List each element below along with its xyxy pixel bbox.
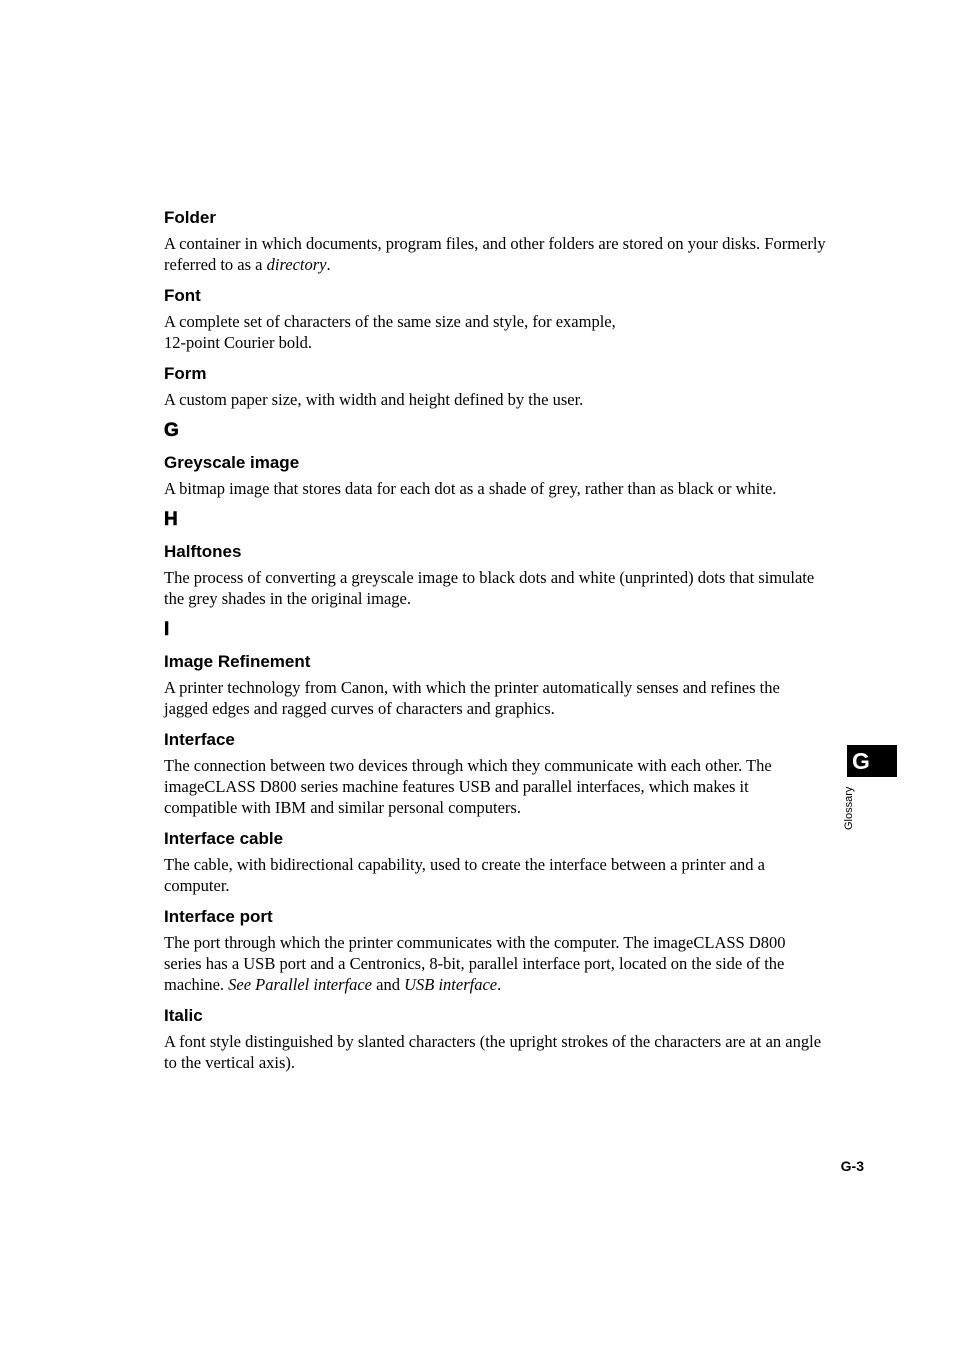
glossary-entry bbox=[164, 1005, 826, 1073]
glossary-term: Greyscale image bbox=[164, 453, 300, 472]
section-letter-heading: I bbox=[164, 619, 170, 640]
definition-text: The connection between two devices through which they communicate with each other. The imageCLASS D800 series machine features USB and parallel interfaces, which makes it compatible with IBM and similar personal computers. bbox=[164, 756, 772, 817]
definition-text: A container in which documents, program files, and other folders are stored on your disks. Formerly referred to as a bbox=[164, 234, 826, 274]
glossary-definition bbox=[164, 233, 826, 275]
glossary-term: Halftones bbox=[164, 542, 242, 561]
glossary-entry bbox=[164, 285, 826, 353]
glossary-term: Interface port bbox=[164, 907, 273, 926]
definition-text: The process of converting a greyscale image to black dots and white (unprinted) dots that simulate the grey shades in the original image. bbox=[164, 568, 815, 608]
glossary-term: Image Refinement bbox=[164, 652, 311, 671]
definition-text: A bitmap image that stores data for each dot as a shade of grey, rather than as black or white. bbox=[164, 479, 777, 498]
definition-emphasis: See Parallel interface bbox=[228, 975, 373, 994]
definition-text: 12-point Courier bold. bbox=[164, 333, 313, 352]
section-letter-heading: H bbox=[164, 509, 178, 530]
glossary-definition bbox=[164, 932, 826, 995]
glossary-entry bbox=[164, 906, 826, 995]
section-tab bbox=[847, 745, 897, 777]
definition-emphasis: directory bbox=[266, 255, 327, 274]
glossary-definition bbox=[164, 389, 826, 410]
definition-text: A printer technology from Canon, with which the printer automatically senses and refines the jagged edges and ragged curves of characters and graphics. bbox=[164, 678, 780, 718]
glossary-entry bbox=[164, 828, 826, 896]
glossary-content bbox=[164, 207, 826, 1083]
definition-text: . bbox=[497, 975, 502, 994]
definition-text: and bbox=[372, 975, 405, 994]
glossary-entry bbox=[164, 651, 826, 719]
glossary-entry bbox=[164, 541, 826, 609]
section-label-container bbox=[842, 782, 862, 832]
definition-text: The port through which the printer communicates with the computer. The imageCLASS D800 series has a USB port and a Centronics, 8-bit, parallel interface port, located on the side of the machine. bbox=[164, 933, 786, 994]
glossary-definition bbox=[164, 567, 826, 609]
glossary-definition bbox=[164, 478, 826, 499]
section-letter-heading: G bbox=[164, 420, 179, 441]
page-number: G-3 bbox=[840, 1158, 864, 1174]
glossary-definition bbox=[164, 311, 826, 353]
definition-text: A font style distinguished by slanted characters (the upright strokes of the characters are at an angle to the vertical axis). bbox=[164, 1032, 822, 1072]
glossary-term: Font bbox=[164, 286, 201, 305]
glossary-entry bbox=[164, 363, 826, 410]
glossary-entry bbox=[164, 729, 826, 818]
definition-text: The cable, with bidirectional capability, used to create the interface between a printer and a computer. bbox=[164, 855, 765, 895]
glossary-term: Interface cable bbox=[164, 829, 284, 848]
glossary-entry bbox=[164, 207, 826, 275]
section-label: Glossary bbox=[843, 786, 855, 830]
glossary-term: Form bbox=[164, 364, 207, 383]
glossary-definition bbox=[164, 854, 826, 896]
glossary-term: Interface bbox=[164, 730, 235, 749]
glossary-definition bbox=[164, 755, 826, 818]
definition-emphasis: USB interface bbox=[404, 975, 498, 994]
definition-text: . bbox=[326, 255, 331, 274]
glossary-definition bbox=[164, 677, 826, 719]
glossary-definition bbox=[164, 1031, 826, 1073]
definition-text: A complete set of characters of the same size and style, for example, bbox=[164, 312, 616, 331]
definition-text: A custom paper size, with width and height defined by the user. bbox=[164, 390, 584, 409]
glossary-term: Italic bbox=[164, 1006, 203, 1025]
glossary-entry bbox=[164, 452, 826, 499]
section-tab-letter: G bbox=[852, 748, 870, 774]
glossary-term: Folder bbox=[164, 208, 216, 227]
